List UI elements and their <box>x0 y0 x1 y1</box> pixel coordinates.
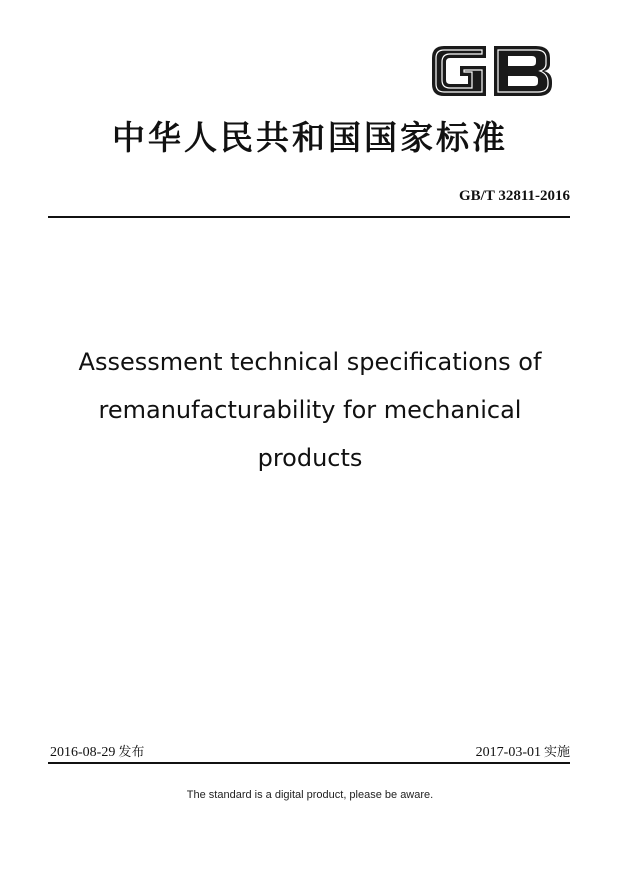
release-date-value: 2016-08-29 <box>50 745 116 760</box>
standard-number: GB/T 32811-2016 <box>459 188 570 204</box>
release-label: 发布 <box>118 745 145 760</box>
implement-label: 实施 <box>543 745 570 760</box>
document-title-line: products <box>257 444 363 472</box>
gb-logo <box>428 38 558 104</box>
document-title-line: Assessment technical specifications of <box>78 348 542 376</box>
digital-product-notice: The standard is a digital product, please be aware. <box>186 789 434 801</box>
release-date <box>50 741 144 761</box>
implement-date <box>476 741 570 761</box>
implement-date-value: 2017-03-01 <box>475 745 541 760</box>
document-title <box>40 338 580 482</box>
document-title-line: remanufacturability for mechanical <box>98 396 522 424</box>
header-divider <box>48 216 570 218</box>
footer-divider <box>48 762 570 764</box>
national-standard-title: 中华人民共和国国家标准 <box>112 118 508 157</box>
